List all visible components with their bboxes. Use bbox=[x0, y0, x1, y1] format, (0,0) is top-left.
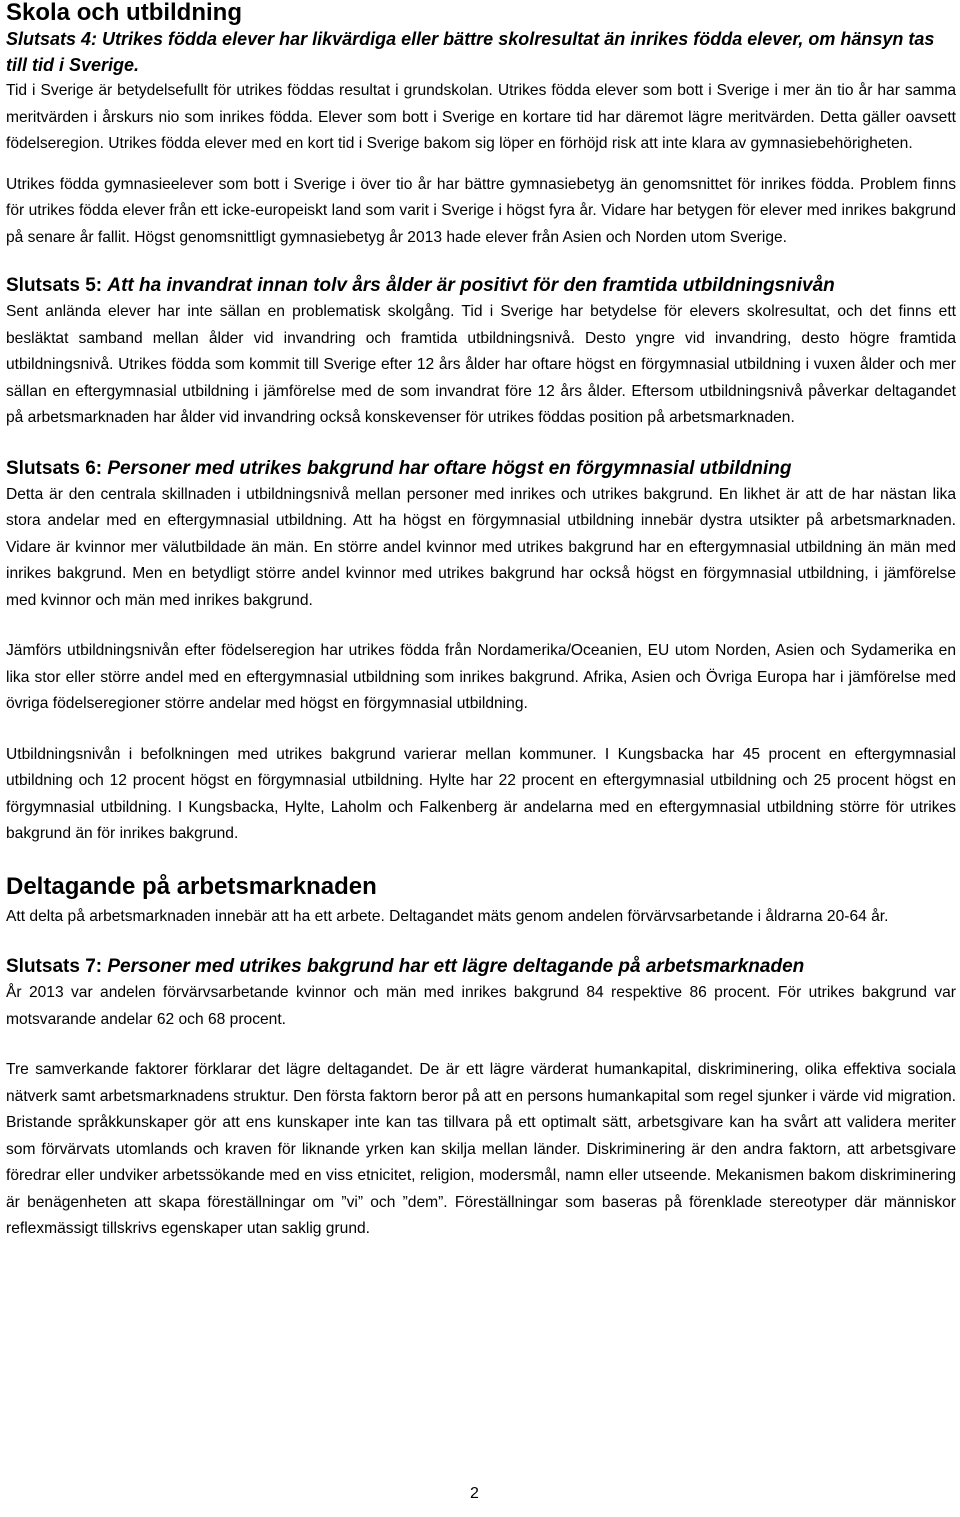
spacer bbox=[6, 432, 956, 456]
spacer bbox=[6, 930, 956, 954]
spacer bbox=[6, 614, 956, 638]
conclusion-7-text: Personer med utrikes bakgrund har ett lägre deltagande på arbetsmarknaden bbox=[107, 956, 805, 977]
conclusion-6-text: Personer med utrikes bakgrund har oftare högst en förgymnasial utbildning bbox=[107, 457, 792, 479]
conclusion-6-label: Slutsats 6: bbox=[6, 457, 103, 479]
document-page bbox=[6, 0, 956, 1243]
spacer bbox=[6, 158, 956, 172]
conclusion-4: Slutsats 4: Utrikes födda elever har likvärdiga eller bättre skolresultat än inrikes födda elever, om hänsyn tas till tid i Sverige. bbox=[6, 29, 935, 75]
page-number: 2 bbox=[470, 1485, 479, 1502]
section-heading-school: Skola och utbildning bbox=[6, 0, 242, 26]
paragraph-labour-2: År 2013 var andelen förvärvsarbetande kvinnor och män med inrikes bakgrund 84 respektive 86 procent. För utrikes bakgrund var motsvarande andelar 62 och 68 procent. bbox=[6, 984, 956, 1028]
paragraph-school-6: Utbildningsnivån i befolkningen med utrikes bakgrund varierar mellan kommuner. I Kungsbacka har 45 procent en eftergymnasial utbildning och 12 procent högst en förgymnasial utbildning. Hylte har 22 procent en eftergymnasial utbildning och 25 procent högst en förgymnasial utbildning. I Kungsbacka, Hylte, Laholm och Falkenberg är andelarna med en eftergymnasial utbildning större för utrikes bakgrund än för inrikes bakgrund. bbox=[6, 745, 956, 842]
paragraph-school-2: Utrikes födda gymnasieelever som bott i Sverige i över tio år har bättre gymnasiebetyg än genomsnittet för inrikes födda. Problem finns för utrikes födda elever från ett icke-europeiskt land som varit i Sverige i högst fyra år. Vidare har betygen för elever med inrikes bakgrund på senare år fallit. Högst genomsnittligt gymnasiebetyg år 2013 hade elever från Asien och Norden utom Sverige. bbox=[6, 175, 956, 246]
spacer bbox=[6, 1033, 956, 1057]
conclusion-7-label: Slutsats 7: bbox=[6, 956, 103, 977]
conclusion-7 bbox=[6, 954, 956, 980]
paragraph-labour-3: Tre samverkande faktorer förklarar det lägre deltagandet. De är ett lägre värderat humankapital, diskriminering, olika effektiva sociala nätverk samt arbetsmarknadens struktur. Den första faktorn beror på att en persons humankapital som regel sjunker i värde vid migration. Bristande språkkunskaper gör att ens kunskaper inte kan tas tillvara på ett optimalt sätt, arbetsgivare kan ha svårt att validera meriter som förvärvats utomlands och kraven för liknande yrken kan skilja mellan länder. Diskriminering är den andra faktorn, att arbetsgivare föredrar eller undviker arbetssökande med en viss etnicitet, religion, modersmål, namn eller utseende. Mekanismen bakom diskriminering är benägenheten att skapa föreställningar om ”vi” och ”dem”. Föreställningar som baseras på förenklade stereotyper där människor reflexmässigt tillskrivs egenskaper utan saklig grund. bbox=[6, 1061, 956, 1237]
section-heading-labour-market: Deltagande på arbetsmarknaden bbox=[6, 872, 377, 900]
spacer bbox=[6, 718, 956, 742]
conclusion-5-text: Att ha invandrat innan tolv års ålder är positivt för den framtida utbildningsnivån bbox=[107, 275, 835, 296]
conclusion-5 bbox=[6, 273, 956, 299]
spacer bbox=[6, 251, 956, 273]
paragraph-school-3: Sent anlända elever har inte sällan en problematisk skolgång. Tid i Sverige har betydelse för elevers skolresultat, och det finns ett besläktat samband mellan ålder vid invandring och framtida utbildningsnivå. Desto yngre vid invandring, desto högre framtida utbildningsnivå. Utrikes födda som kommit till Sverige efter 12 års ålder har oftare högst en förgymnasial utbildning i vuxen ålder och mer sällan en eftergymnasial utbildning i jämförelse med de som invandrat före 12 års ålder. Eftersom utbildningsnivå påverkar deltagandet på arbetsmarknaden har ålder vid invandring också konskevenser för utrikes föddas position på arbetsmarknaden. bbox=[6, 303, 956, 426]
spacer bbox=[6, 848, 956, 872]
conclusion-6 bbox=[6, 456, 956, 482]
paragraph-school-5: Jämförs utbildningsnivån efter födelseregion har utrikes födda från Nordamerika/Oceanien, EU utom Norden, Asien och Sydamerika en lika stor eller större andel med en eftergymnasial utbildning som inrikes bakgrund. Afrika, Asien och Övriga Europa har i jämförelse med övriga födelseregioner större andelar med högst en förgymnasial utbildning. bbox=[6, 642, 956, 712]
paragraph-school-1: Tid i Sverige är betydelsefullt för utrikes föddas resultat i grundskolan. Utrikes födda elever som bott i Sverige i mer än tio år har samma meritvärden i årskurs nio som inrikes födda. Elever som bott i Sverige en kortare tid har däremot lägre meritvärden. Detta gäller oavsett födelseregion. Utrikes födda elever med en kort tid i Sverige bakom sig löper en förhöjd risk att inte klara av gymnasiebehörigheten. bbox=[6, 82, 956, 152]
conclusion-5-label: Slutsats 5: bbox=[6, 275, 103, 296]
paragraph-school-4: Detta är den centrala skillnaden i utbildningsnivå mellan personer med inrikes och utrikes bakgrund. En likhet är att de har nästan lika stora andelar med en eftergymnasial utbildning. Att ha högst en förgymnasial utbildning innebär dystra utsikter på arbetsmarknaden. Vidare är kvinnor mer välutbildade än män. En större andel kvinnor med utrikes bakgrund har en eftergymnasial utbildning än män med inrikes bakgrund. Men en betydligt större andel kvinnor med utrikes bakgrund har också högst en förgymnasial utbildning, i jämförelse med kvinnor och män med inrikes bakgrund. bbox=[6, 485, 956, 609]
paragraph-labour-1: Att delta på arbetsmarknaden innebär att ha ett arbete. Deltagandet mäts genom andelen förvärvsarbetande i åldrarna 20-64 år. bbox=[6, 907, 889, 925]
